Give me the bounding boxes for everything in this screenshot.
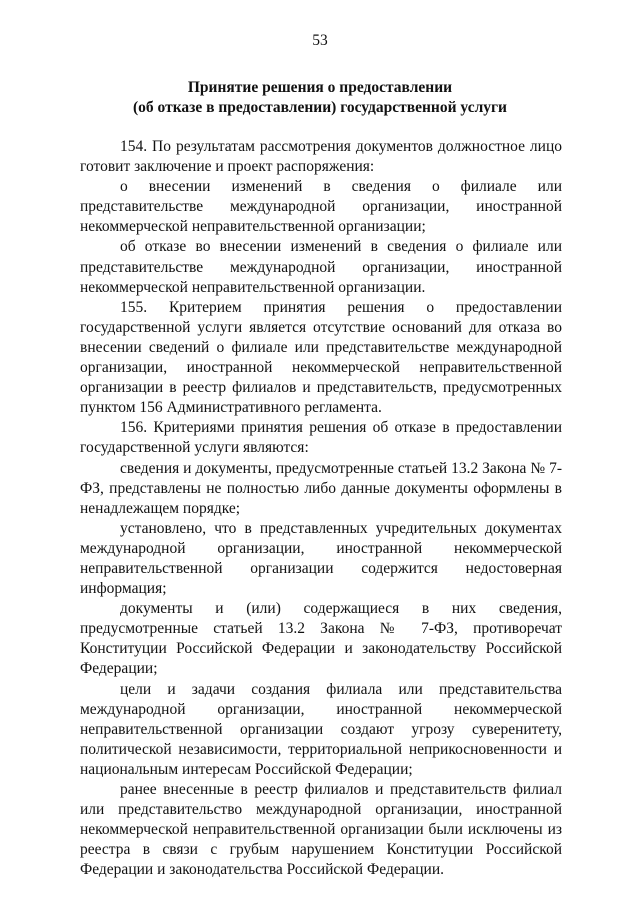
paragraph: цели и задачи создания филиала или представительства международной организации, иностранной некоммерческой неправительственной организации создают угрозу суверенитету, политической независимости, территориальной неприкосновенности и национальным интересам Российской Федерации; [80,680,562,778]
document-body [80,137,562,880]
paragraph: о внесении изменений в сведения о филиале или представительстве международной организации, иностранной некоммерческой неправительственной организации; [80,178,562,236]
paragraph: ранее внесенные в реестр филиалов и представительств филиал или представительство международной организации, иностранной некоммерческой неправительственной организации были исключены из реестра в связи с грубым нарушением Конституции Российской Федерации и законодательства Российской Федерации. [80,781,562,879]
heading-line-1: Принятие решения о предоставлении [187,79,453,96]
paragraph: об отказе во внесении изменений в сведения о филиале или представительстве международной организации, иностранной некоммерческой неправительственной организации. [80,238,562,296]
section-heading [0,78,640,118]
paragraph: сведения и документы, предусмотренные статьей 13.2 Закона № 7-ФЗ, представлены не полностью либо данные документы оформлены в ненадлежащем порядке; [80,459,562,517]
heading-line-2: (об отказе в предоставлении) государственной услуги [133,99,507,116]
paragraph-156: 156. Критериями принятия решения об отказе в предоставлении государственной услуги являются: [80,419,562,457]
paragraph: установлено, что в представленных учредительных документах международной организации, иностранной некоммерческой неправительственной организации содержится недостоверная информация; [80,519,562,598]
page-number: 53 [312,32,328,49]
paragraph: документы и (или) содержащиеся в них сведения, предусмотренные статьей 13.2 Закона № 7-ФЗ, противоречат Конституции Российской Федерации и законодательству Российской Федерации; [80,600,562,678]
paragraph-154: 154. По результатам рассмотрения документов должностное лицо готовит заключение и проект распоряжения: [80,138,562,176]
paragraph-155: 155. Критерием принятия решения о предоставлении государственной услуги является отсутствие оснований для отказа во внесении сведений о филиале или представительстве международной организации, иностранной некоммерческой неправительственной организации в реестр филиалов и представительств, предусмотренных пунктом 156 Административного регламента. [80,298,562,417]
